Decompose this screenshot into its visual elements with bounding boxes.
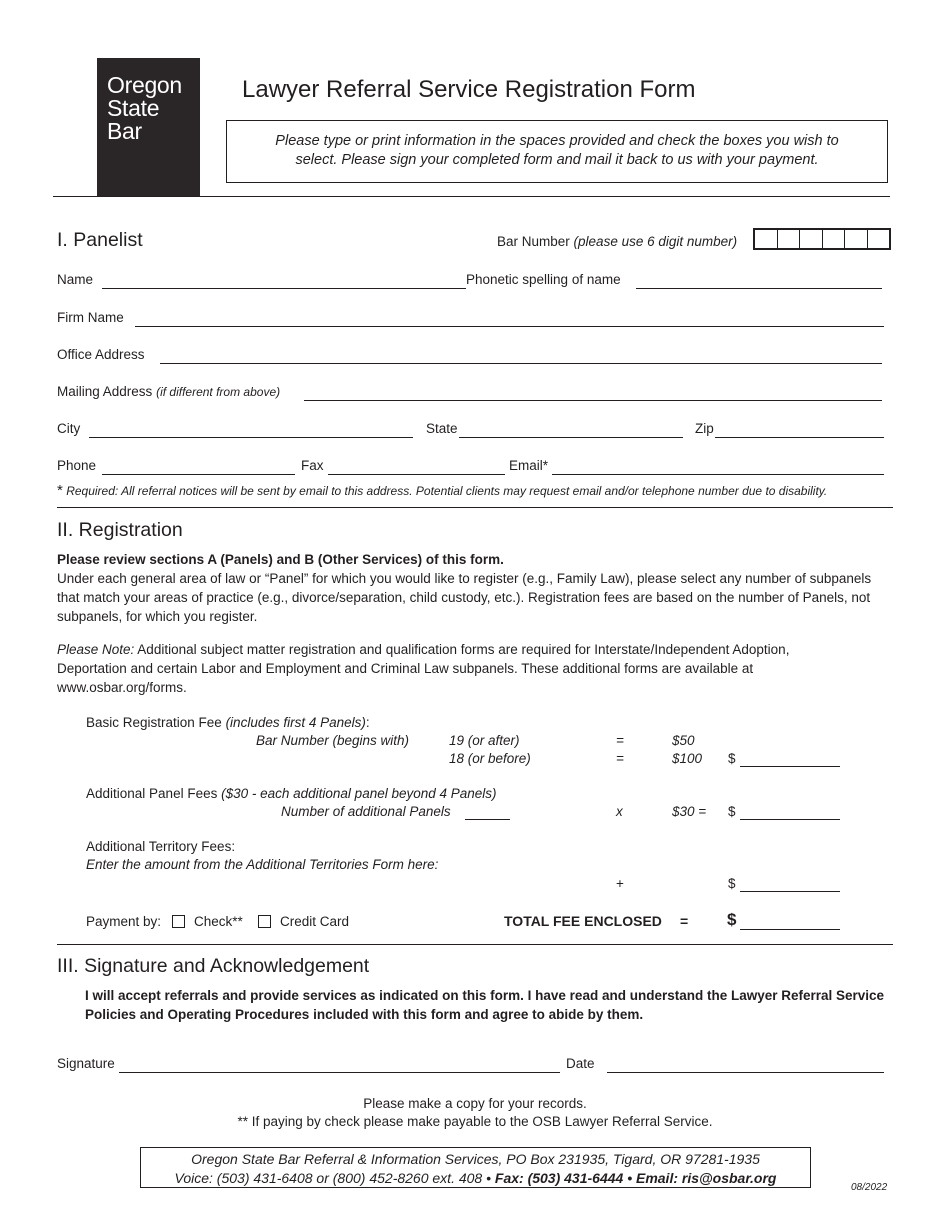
bar-number-hint: (please use 6 digit number) (573, 234, 738, 249)
registration-note-body: Additional subject matter registration and qualification forms are required for Interstate/Independent Adoption, Deportation and certain Labor and Employment and Criminal Law subpanels. These additional forms are available at www.osbar.org/forms. (57, 642, 790, 695)
bar-digit-box[interactable] (823, 230, 846, 248)
territory-fee-label: Additional Territory Fees: (86, 839, 236, 854)
check-label: Check** (194, 914, 243, 929)
per-panel-fee: $30 = (672, 804, 707, 819)
credit-card-checkbox[interactable] (258, 915, 271, 928)
section-signature-heading: III. Signature and Acknowledgement (57, 955, 370, 977)
page-title: Lawyer Referral Service Registration Form (242, 76, 696, 103)
registration-paragraph: Under each general area of law or “Panel” for which you would like to register (e.g., Family Law), please select any number of subpanels that match your areas of practice (e.g., divorce/separation, child custody, etc.). Registration fees are based on the number of Panels, not subpanels, for which you register. (57, 571, 872, 624)
phone-field[interactable] (102, 460, 295, 475)
logo-line-1: Oregon (107, 72, 182, 98)
basic-fee-label (86, 715, 370, 730)
section-registration-heading: II. Registration (57, 519, 183, 541)
bar-number-boxes[interactable] (753, 228, 891, 250)
oregon-state-bar-logo (97, 58, 200, 196)
total-amount-field[interactable] (740, 915, 840, 930)
firm-name-label: Firm Name (57, 310, 124, 325)
acknowledgement-text (85, 986, 884, 1024)
check-payable-note: ** If paying by check please make payable to the OSB Lawyer Referral Service. (237, 1114, 713, 1129)
phonetic-field[interactable] (636, 274, 882, 289)
equals-before: = (616, 751, 624, 766)
acknowledgement-line-1: I will accept referrals and provide services as indicated on this form. I have read and understand the Lawyer Referral Service (85, 988, 885, 1003)
footer-address: Oregon State Bar Referral & Information Services, PO Box 231935, Tigard, OR 97281-1935 (191, 1151, 760, 1167)
bar-after-label: 19 (or after) (449, 733, 520, 748)
mailing-address-label-text: Mailing Address (57, 384, 153, 399)
credit-card-label: Credit Card (280, 914, 350, 929)
registration-note-lead: Please Note: (57, 642, 135, 657)
section-1-divider (57, 507, 893, 508)
contact-footer (140, 1147, 811, 1188)
footer-voice: Voice: (503) 431-6408 or (800) 452-8260 ext. 408 • (174, 1170, 495, 1186)
bar-digit-box[interactable] (755, 230, 778, 248)
plus-symbol: + (616, 876, 624, 891)
city-field[interactable] (89, 423, 413, 438)
date-field[interactable] (607, 1058, 884, 1073)
logo-line-3: Bar (107, 118, 142, 144)
acknowledgement-line-2: Policies and Operating Procedures included with this form and agree to abide by them. (85, 1007, 644, 1022)
required-asterisk: * (57, 482, 63, 499)
total-dollar: $ (727, 910, 737, 929)
email-field[interactable] (552, 460, 884, 475)
basic-fee-colon: : (365, 715, 370, 730)
office-address-label: Office Address (57, 347, 145, 362)
email-required-note (57, 482, 827, 499)
email-required-text: Required: All referral notices will be sent by email to this address. Potential clients may request email and/or telephone number due to disability. (66, 484, 828, 498)
num-panels-label: Number of additional Panels (281, 804, 451, 819)
instructions-line-1: Please type or print information in the spaces provided and check the boxes you wish to (275, 133, 839, 149)
territory-fee-dollar: $ (728, 876, 736, 891)
bar-digit-box[interactable] (778, 230, 801, 248)
signature-field[interactable] (119, 1058, 560, 1073)
payment-by-label: Payment by: (86, 914, 162, 929)
copy-note: Please make a copy for your records. (363, 1096, 587, 1111)
signature-label: Signature (57, 1056, 115, 1071)
firm-name-field[interactable] (135, 312, 884, 327)
state-field[interactable] (459, 423, 683, 438)
phonetic-label: Phonetic spelling of name (466, 272, 621, 287)
zip-field[interactable] (715, 423, 884, 438)
office-address-field[interactable] (160, 349, 882, 364)
additional-fee-dollar: $ (728, 804, 736, 819)
bar-number-label-text: Bar Number (497, 234, 570, 249)
state-label: State (426, 421, 458, 436)
territory-fee-amount-field[interactable] (740, 877, 840, 892)
territory-fee-hint: Enter the amount from the Additional Territories Form here: (86, 857, 439, 872)
times-symbol: x (616, 804, 623, 819)
section-panelist-heading: I. Panelist (57, 229, 143, 251)
bar-begins-label: Bar Number (begins with) (256, 733, 410, 748)
basic-fee-hint: (includes first 4 Panels) (225, 715, 366, 730)
additional-fee-hint: ($30 - each additional panel beyond 4 Panels) (221, 786, 497, 801)
phone-label: Phone (57, 458, 97, 473)
bar-digit-box[interactable] (845, 230, 868, 248)
bar-before-label: 18 (or before) (449, 751, 531, 766)
mailing-address-label (57, 384, 280, 399)
additional-fee-label (86, 786, 497, 801)
basic-fee-text: Basic Registration Fee (86, 715, 226, 730)
footer-fax-email: Fax: (503) 431-6444 • Email: ris@osbar.org (494, 1170, 777, 1186)
name-label: Name (57, 272, 94, 287)
form-version: 08/2022 (851, 1182, 888, 1193)
instructions-box (226, 120, 888, 183)
mailing-address-field[interactable] (304, 386, 882, 401)
city-label: City (57, 421, 81, 436)
additional-fee-amount-field[interactable] (740, 805, 840, 820)
num-panels-field[interactable] (465, 805, 510, 820)
fee-100: $100 (672, 751, 703, 766)
total-fee-label: TOTAL FEE ENCLOSED (504, 913, 662, 929)
fax-field[interactable] (328, 460, 505, 475)
footer-contact-line (141, 1169, 810, 1188)
email-label: Email* (509, 458, 549, 473)
bar-digit-box[interactable] (800, 230, 823, 248)
equals-after: = (616, 733, 624, 748)
date-label: Date (566, 1056, 595, 1071)
name-field[interactable] (102, 274, 466, 289)
basic-fee-amount-field[interactable] (740, 752, 840, 767)
zip-label: Zip (695, 421, 714, 436)
header-divider (53, 196, 890, 197)
registration-note (57, 640, 857, 697)
check-checkbox[interactable] (172, 915, 185, 928)
logo-line-2: State (107, 95, 160, 121)
mailing-address-hint: (if different from above) (156, 385, 281, 399)
section-2-divider (57, 944, 893, 945)
total-equals: = (680, 913, 689, 929)
registration-intro: Please review sections A (Panels) and B (Other Services) of this form. (57, 552, 504, 567)
additional-fee-text: Additional Panel Fees (86, 786, 222, 801)
fee-50: $50 (672, 733, 695, 748)
bar-number-label (497, 234, 737, 249)
instructions-line-2: select. Please sign your completed form and mail it back to us with your payment. (295, 152, 819, 168)
bar-digit-box[interactable] (868, 230, 890, 248)
basic-fee-dollar: $ (728, 751, 736, 766)
fax-label: Fax (301, 458, 324, 473)
